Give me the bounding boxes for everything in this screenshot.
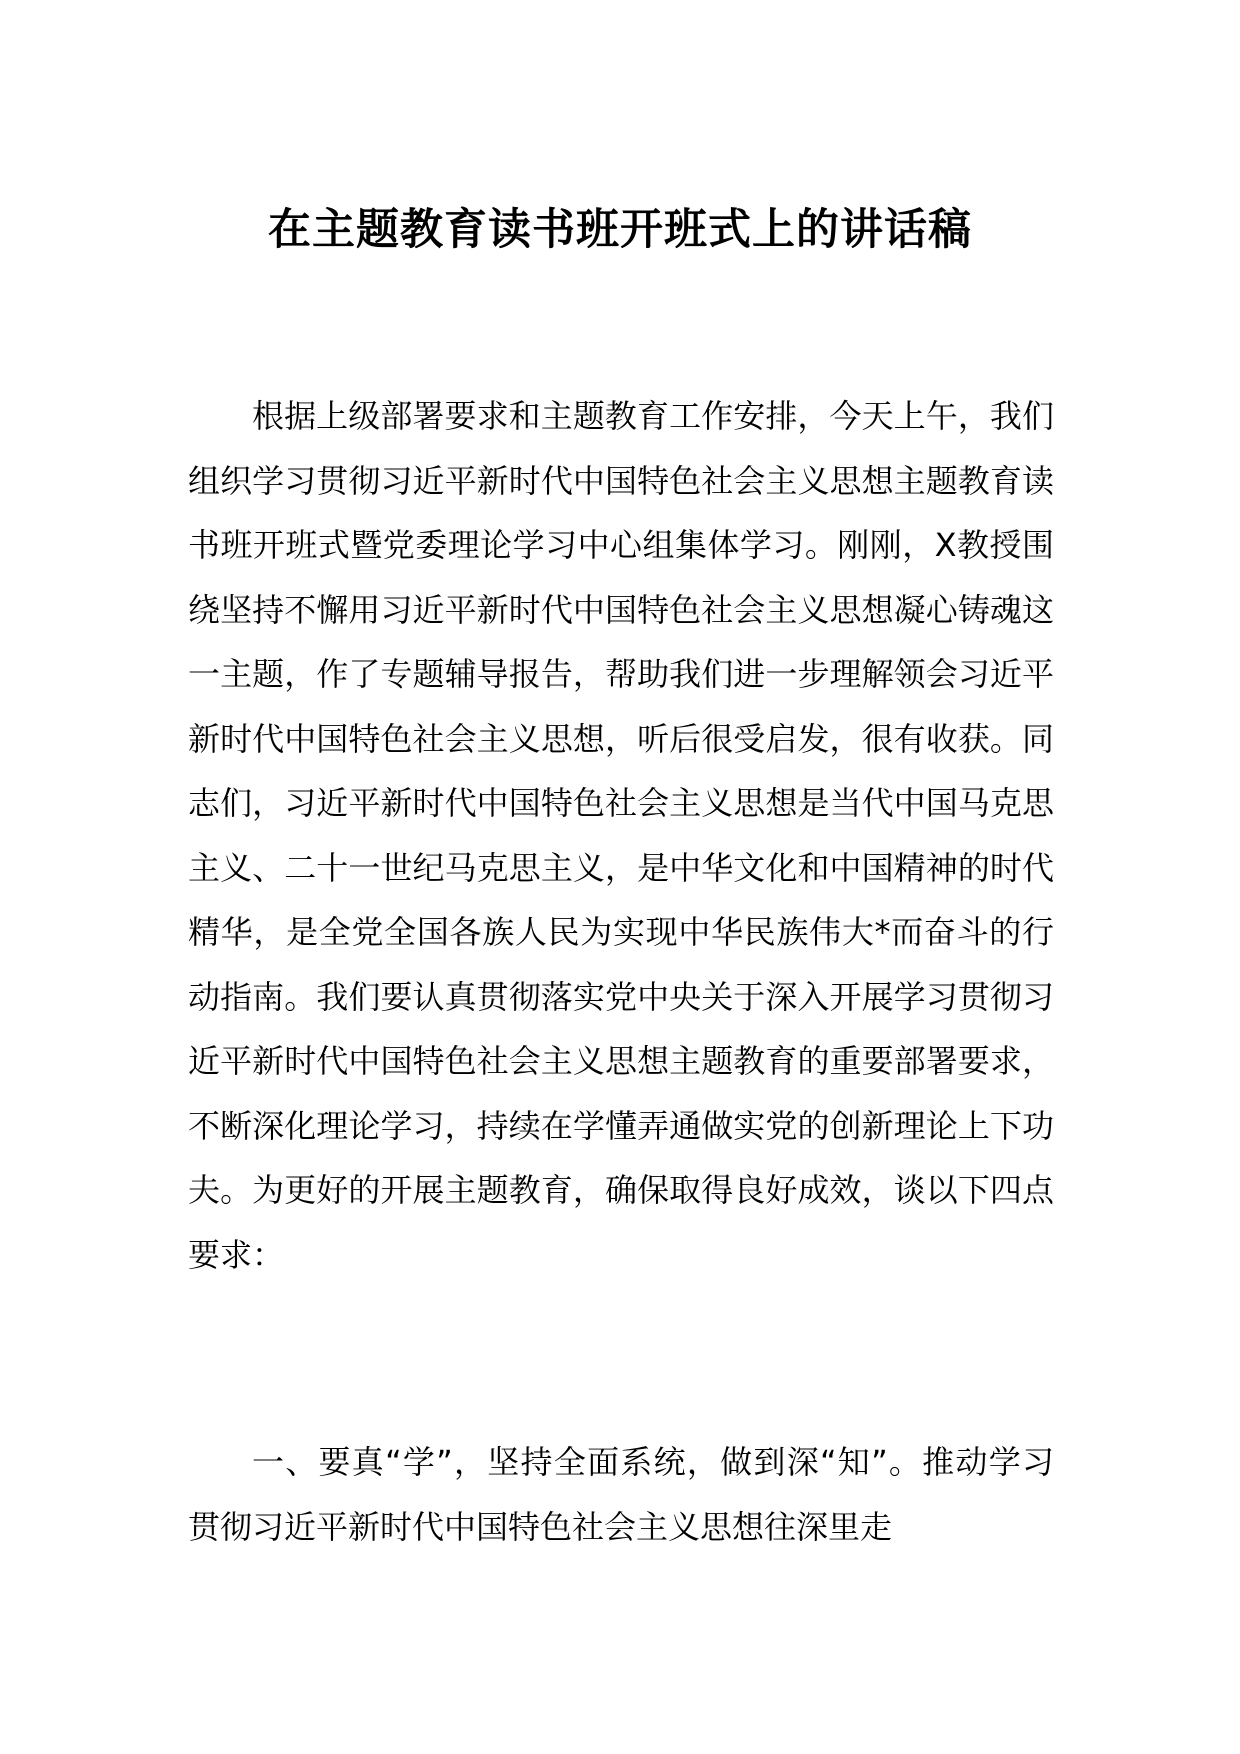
document-title: 在主题教育读书班开班式上的讲话稿 <box>268 205 972 255</box>
body-paragraph-section-one: 一、要真“学”，坚持全面系统，做到深“知”。推动学习贯彻习近平新时代中国特色社会主义思想往深里走 <box>188 1443 1054 1546</box>
body-paragraph-intro: 根据上级部署要求和主题教育工作安排，今天上午，我们组织学习贯彻习近平新时代中国特色社会主义思想主题教育读书班开班式暨党委理论学习中心组集体学习。刚刚，X教授围绕坚持不懈用习近平新时代中国特色社会主义思想凝心铸魂这一主题，作了专题辅导报告，帮助我们进一步理解领会习近平新时代中国特色社会主义思想，听后很受启发，很有收获。同志们，习近平新时代中国特色社会主义思想是当代中国马克思主义、二十一世纪马克思主义，是中华文化和中国精神的时代精华，是全党全国各族人民为实现中华民族伟大*而奋斗的行动指南。我们要认真贯彻落实党中央关于深入开展学习贯彻习近平新时代中国特色社会主义思想主题教育的重要部署要求，不断深化理论学习，持续在学懂弄通做实党的创新理论上下功夫。为更好的开展主题教育，确保取得良好成效，谈以下四点要求： <box>188 397 1054 1274</box>
